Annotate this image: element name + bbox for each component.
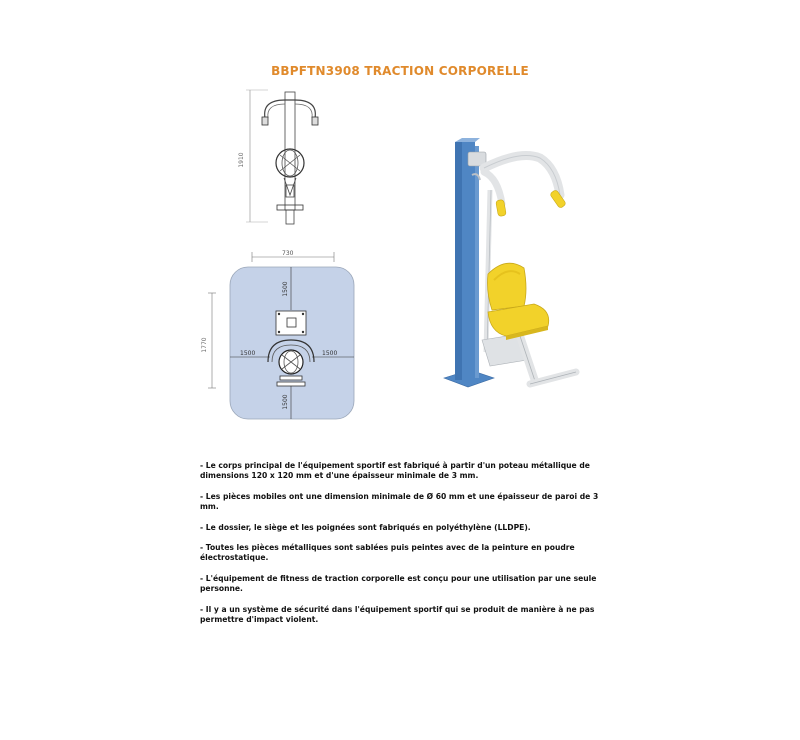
spec-item: - Il y a un système de sécurité dans l'équipement sportif qui se produit de manière à ne pas permettre d'impact violent.	[200, 604, 595, 625]
spec-item: - L'équipement de fitness de traction corporelle est conçu pour une utilisation par une seule personne.	[200, 573, 597, 594]
dimension-730: 730	[282, 250, 294, 257]
safety-area	[230, 267, 354, 419]
specification-list	[200, 461, 615, 635]
dimension-left-1500: 1500	[240, 350, 256, 357]
spec-item: - Le corps principal de l'équipement sportif est fabriqué à partir d'un poteau métallique de dimensions 120 x 120 mm et d'une épaisseur minimale de 3 mm.	[200, 461, 590, 481]
spec-item: - Toutes les pièces métalliques sont sablées puis peintes avec de la peinture en poudre électrostatique.	[200, 543, 575, 563]
dimension-top-1500: 1500	[282, 281, 289, 297]
equipment-illustration	[444, 138, 576, 387]
dimension-right-1500: 1500	[322, 350, 338, 357]
side-elevation-drawing	[246, 90, 318, 224]
product-title: BBPFTN3908 TRACTION CORPORELLE	[271, 64, 529, 78]
spec-item: - Les pièces mobiles ont une dimension minimale de Ø 60 mm et une épaisseur de paroi de 3 mm.	[200, 491, 599, 512]
dimension-1910: 1910	[238, 152, 245, 168]
spec-item: - Le dossier, le siège et les poignées sont fabriqués en polyéthylène (LLDPE).	[200, 522, 531, 532]
dimension-bottom-1500: 1500	[282, 394, 289, 410]
dimension-1770: 1770	[201, 337, 208, 353]
plan-view-drawing	[208, 252, 354, 419]
